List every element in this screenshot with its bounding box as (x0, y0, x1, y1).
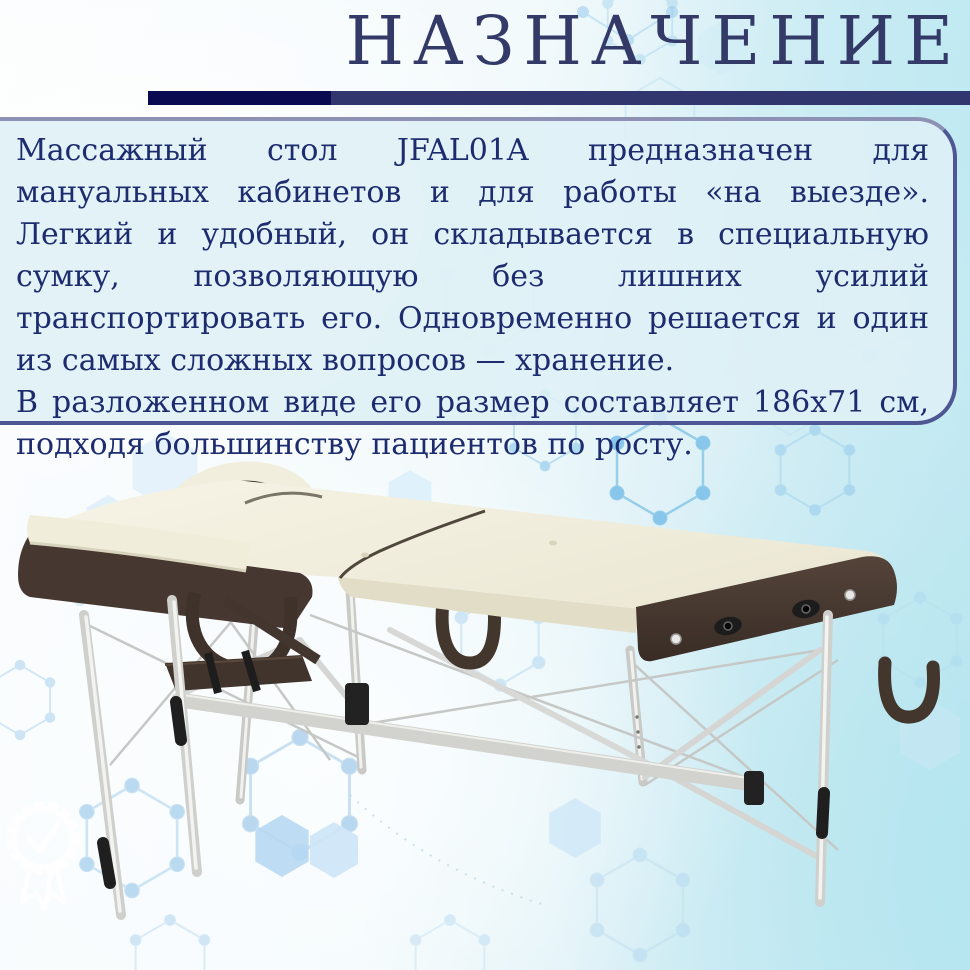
title-underline-bar (148, 91, 970, 105)
description-paragraph-2: В разложенном виде его размер составляет 186х71 см, подходя большинству пациентов по росту. (16, 385, 929, 462)
description-card (0, 117, 957, 462)
description-paragraph-1: Массажный стол JFAL01A предназначен для мануальных кабинетов и для работы «на выезде». Легкий и удобный, он складывается в специальную сумку, позволяющую без лишних усилий транспортировать его. Одновременно решается и один из самых сложных вопросов — хранение. (16, 133, 929, 378)
page-title: НАЗНАЧЕНИЕ (345, 2, 962, 80)
armrest-assembly (165, 593, 318, 693)
massage-table-illustration (0, 425, 970, 970)
support-bar (183, 683, 764, 805)
